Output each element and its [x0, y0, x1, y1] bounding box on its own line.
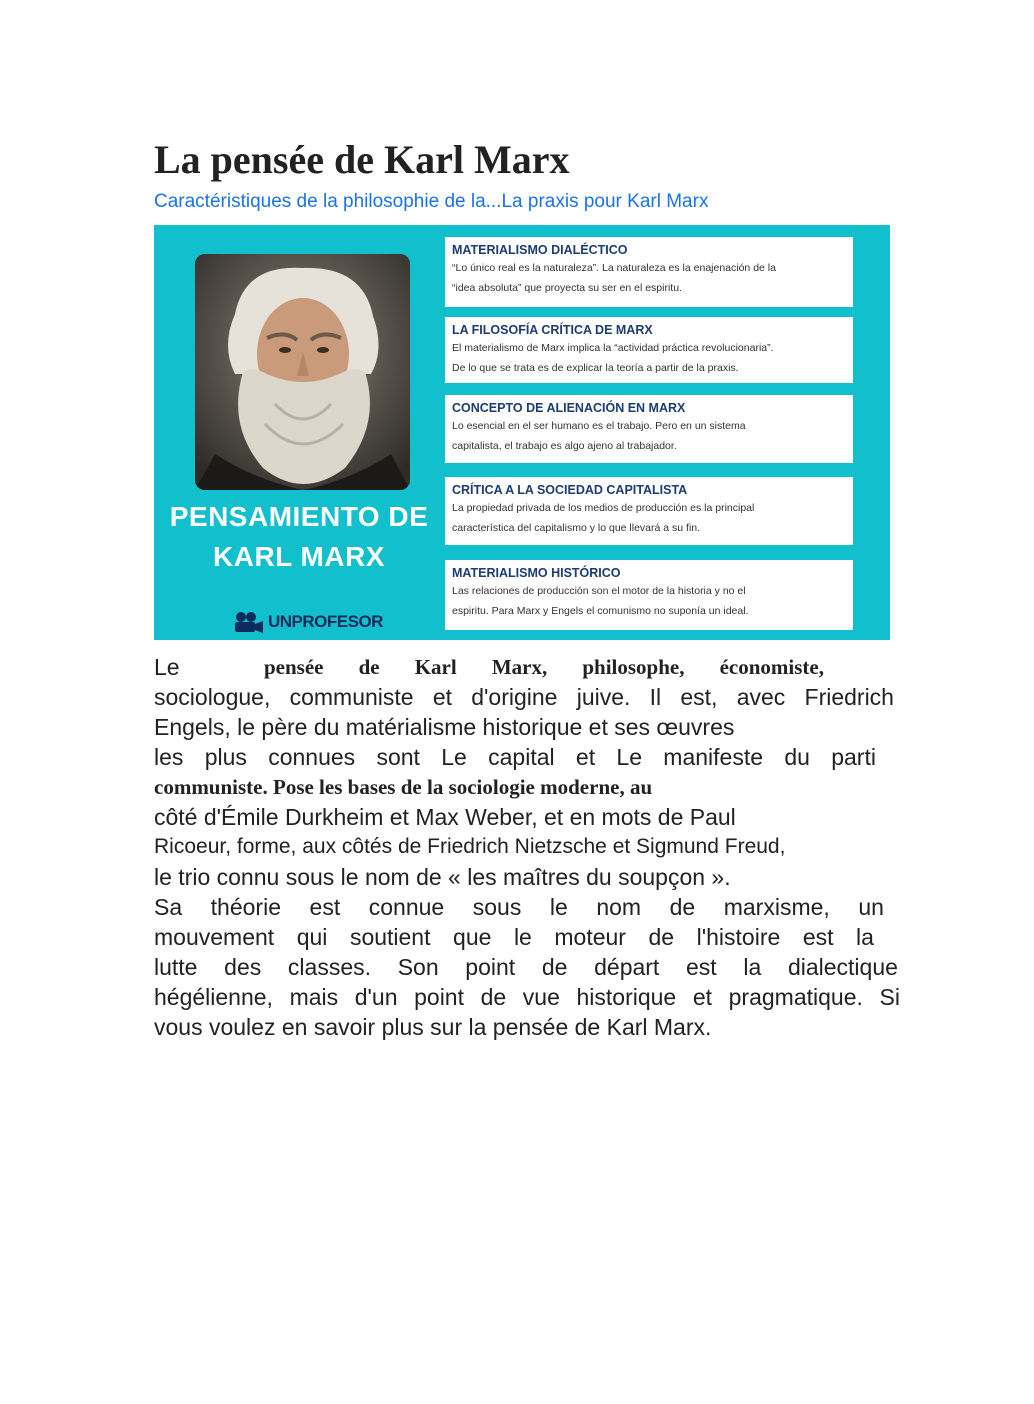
word: sous [472, 894, 522, 920]
word: un [858, 894, 884, 920]
card-title: LA FILOSOFÍA CRÍTICA DE MARX [452, 323, 653, 337]
paragraph-1-line-1 [154, 652, 900, 682]
paragraph-2-line-2 [154, 922, 874, 952]
word: Sa [154, 894, 183, 920]
infographic-image [154, 225, 890, 640]
card-text-line: Las relaciones de producción son el motor de la historia y no el [452, 585, 746, 597]
card-text-line: característica del capitalismo y lo que llevará a su fin. [452, 522, 701, 534]
card-text-line: capitalista, el trabajo es algo ajeno al trabajador. [452, 440, 677, 452]
word: hégélienne, [154, 984, 273, 1010]
card-text-line: Lo esencial en el ser humano es el trabajo. Pero en un sistema [452, 420, 746, 432]
word: manifeste [663, 744, 764, 770]
word: et [575, 744, 596, 770]
word: historique [576, 984, 677, 1010]
subtitle-link[interactable]: Caractéristiques de la philosophie de la...La praxis pour Karl Marx [154, 191, 709, 212]
word: est, [680, 684, 718, 710]
paragraph-1-line-8: le trio connu sous le nom de « les maîtres du soupçon ». [154, 864, 731, 890]
body-text [154, 652, 900, 1042]
word: mais [289, 984, 339, 1010]
word: connues [268, 744, 356, 770]
word: vue [522, 984, 560, 1010]
word: Le [441, 744, 467, 770]
word: économiste, [719, 655, 824, 679]
card-text-line: La propiedad privada de los medios de producción es la principal [452, 502, 755, 514]
heading-line-2: KARL MARX [213, 541, 385, 572]
word: Il [649, 684, 662, 710]
word: capital [488, 744, 555, 770]
justified-words [264, 652, 824, 682]
word: d'un [354, 984, 398, 1010]
word: les [154, 744, 184, 770]
word: des [224, 954, 262, 980]
word: que [453, 924, 492, 950]
word: la [743, 954, 762, 980]
card-critica-sociedad-capitalista [445, 477, 853, 545]
word: l'histoire [696, 924, 781, 950]
word: nom [596, 894, 642, 920]
word: est [802, 924, 834, 950]
word: théorie [210, 894, 281, 920]
word: parti [831, 744, 876, 770]
word: du [784, 744, 810, 770]
card-text-line: espiritu. Para Marx y Engels el comunismo no suponía un ideal. [452, 605, 749, 617]
word: sont [376, 744, 420, 770]
paragraph-1-line-6: côté d'Émile Durkheim et Max Weber, et en mots de Paul [154, 804, 736, 830]
card-text-line: De lo que se trata es de explicar la teoría a partir de la praxis. [452, 362, 739, 374]
brand-logo [234, 609, 383, 635]
word: d'origine [471, 684, 558, 710]
paragraph-1-line-3: Engels, le père du matérialisme historique et ses œuvres [154, 714, 735, 740]
word: Karl [414, 655, 457, 679]
word: lutte [154, 954, 198, 980]
page-title: La pensée de Karl Marx [154, 137, 570, 182]
paragraph-1-line-4 [154, 742, 876, 772]
card-title: CONCEPTO DE ALIENACIÓN EN MARX [452, 401, 686, 415]
card-materialismo-historico [445, 560, 853, 630]
card-text-line: El materialismo de Marx implica la “actividad práctica revolucionaria”. [452, 342, 774, 354]
word: est [309, 894, 341, 920]
word-le: Le [154, 654, 180, 680]
word: est [686, 954, 717, 980]
word: avec [736, 684, 786, 710]
word: plus [204, 744, 247, 770]
word: qui [296, 924, 328, 950]
word: Son [397, 954, 439, 980]
card-materialismo-dialectico [445, 237, 853, 307]
word: la [856, 924, 874, 950]
word: pensée [264, 655, 324, 679]
card-text-line: “idea absoluta” que proyecta su ser en el espiritu. [452, 282, 682, 294]
word: et [692, 984, 713, 1010]
word: philosophe, [582, 655, 685, 679]
word: Marx, [491, 655, 548, 679]
card-filosofia-critica [445, 317, 853, 383]
word: moteur [554, 924, 626, 950]
word: point [465, 954, 516, 980]
word: marxisme, [723, 894, 830, 920]
word: dialectique [787, 954, 898, 980]
portrait-illustration [195, 254, 410, 490]
word: de [669, 894, 696, 920]
paragraph-2-line-1 [154, 892, 884, 922]
paragraph-2-line-4 [154, 982, 900, 1012]
word: départ [594, 954, 660, 980]
paragraph-2-line-5: vous voulez en savoir plus sur la pensée de Karl Marx. [154, 1014, 712, 1040]
word: sociologue, [154, 684, 271, 710]
word: de [648, 924, 675, 950]
word: Le [616, 744, 642, 770]
infographic-heading [154, 497, 444, 577]
word: mouvement [154, 924, 275, 950]
brand-name: UNPROFESOR [268, 612, 383, 631]
word: pragmatique. [728, 984, 863, 1010]
paragraph-1-line-2 [154, 682, 894, 712]
word: de [480, 984, 507, 1010]
word: juive. [576, 684, 631, 710]
paragraph-1-line-5: communiste. Pose les bases de la sociologie moderne, au [154, 775, 653, 799]
word: de [358, 655, 380, 679]
card-title: MATERIALISMO DIALÉCTICO [452, 243, 628, 257]
word: soutient [349, 924, 431, 950]
heading-line-1: PENSAMIENTO DE [169, 501, 429, 532]
paragraph-1-line-7: Ricoeur, forme, aux côtés de Friedrich Nietzsche et Sigmund Freud, [154, 835, 786, 858]
word: connue [368, 894, 445, 920]
word: Si [879, 984, 900, 1010]
word: le [513, 924, 532, 950]
camera-icon [234, 611, 264, 633]
word: le [549, 894, 568, 920]
word: communiste [289, 684, 414, 710]
word: classes. [287, 954, 372, 980]
word: et [432, 684, 452, 710]
paragraph-2-line-3 [154, 952, 898, 982]
card-title: CRÍTICA A LA SOCIEDAD CAPITALISTA [452, 483, 688, 497]
word: Friedrich [804, 684, 894, 710]
word: de [541, 954, 568, 980]
card-concepto-alienacion [445, 395, 853, 463]
word: point [414, 984, 464, 1010]
card-text-line: “Lo único real es la naturaleza”. La naturaleza es la enajenación de la [452, 262, 776, 274]
card-title: MATERIALISMO HISTÓRICO [452, 566, 621, 580]
karl-marx-portrait [195, 254, 410, 490]
